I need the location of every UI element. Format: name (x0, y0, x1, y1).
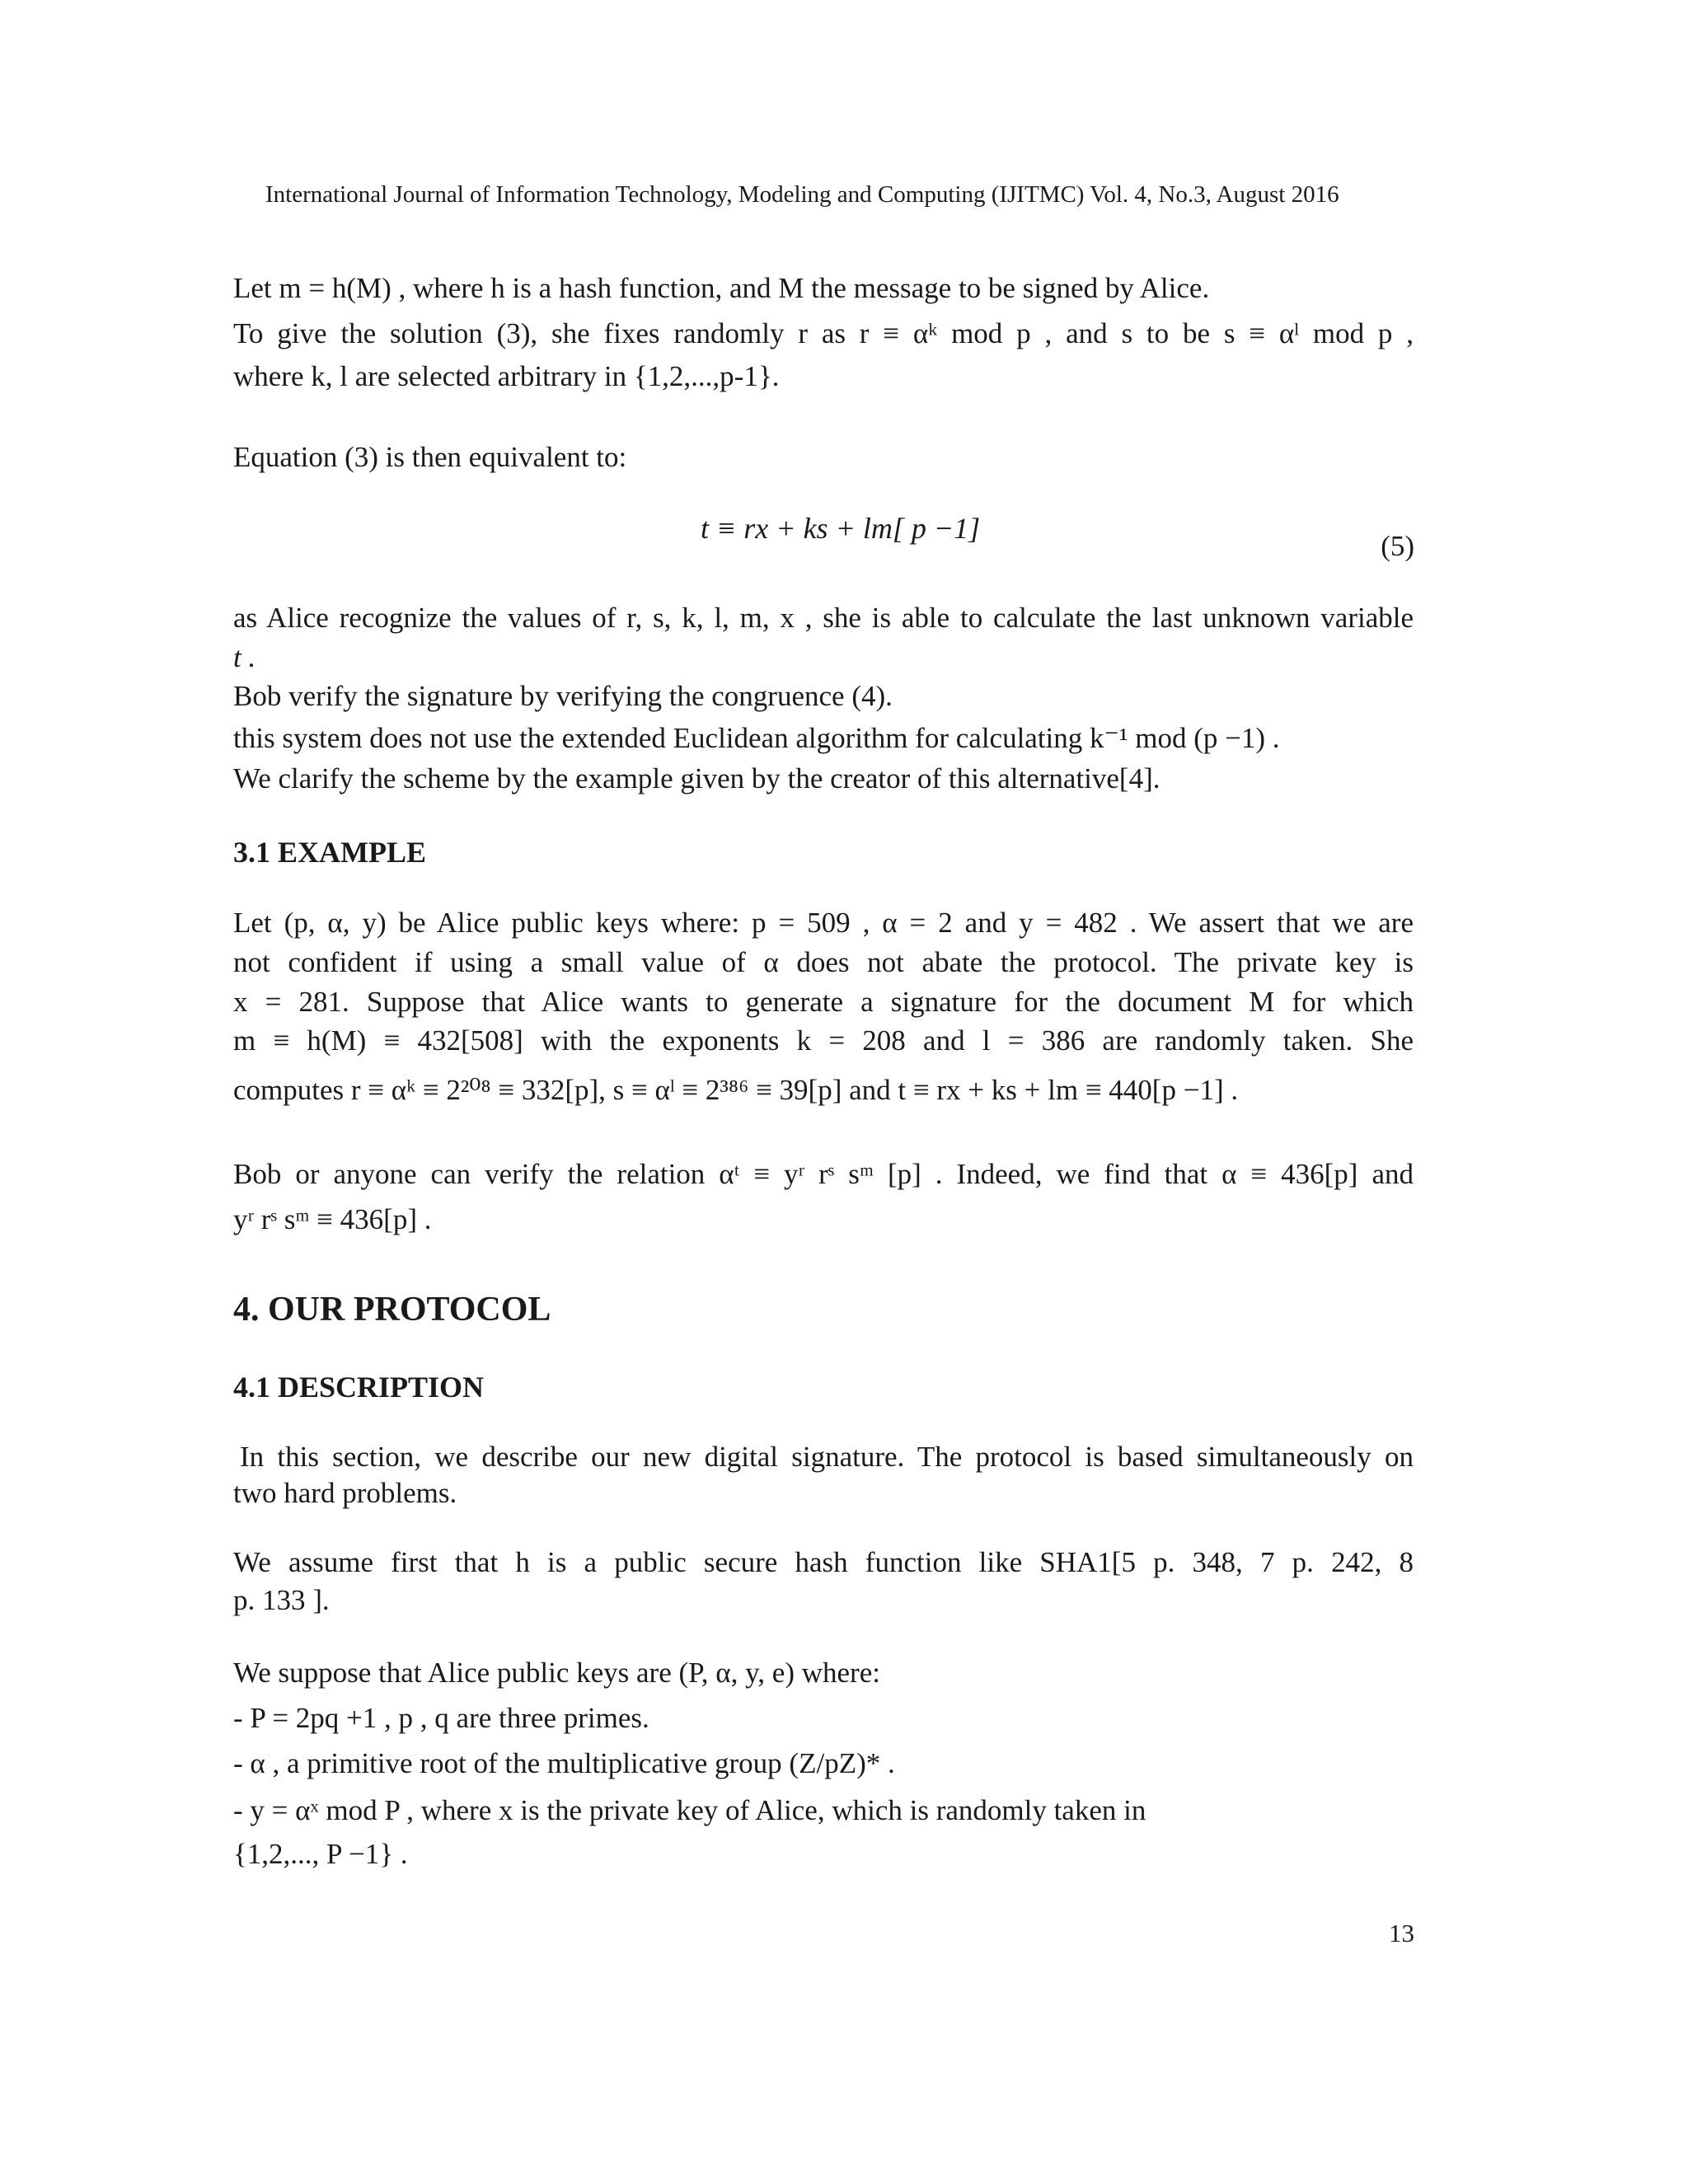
example-line-2: not confident if using a small value of α does not abate the protocol. The private key is (233, 946, 1414, 978)
body-line-9: We clarify the scheme by the example given by the creator of this alternative[4]. (233, 762, 1160, 794)
example-line-3: x = 281. Suppose that Alice wants to generate a signature for the document M for which (233, 986, 1414, 1018)
desc-line-5: We suppose that Alice public keys are (P, α, y, e) where: (233, 1657, 880, 1689)
body-line-5: as Alice recognize the values of r, s, k, l, m, x , she is able to calculate the last unknown variable (233, 602, 1414, 634)
body-line-4: Equation (3) is then equivalent to: (233, 441, 627, 473)
example-line-5: computes r ≡ αᵏ ≡ 2²⁰⁸ ≡ 332[p], s ≡ αˡ ≡ 2³⁸⁶ ≡ 39[p] and t ≡ rx + ks + lm ≡ 440[p −1] . (233, 1074, 1239, 1106)
example-line-4: m ≡ h(M) ≡ 432[508] with the exponents k = 208 and l = 386 are randomly taken. She (233, 1024, 1414, 1057)
desc-line-4: p. 133 ]. (233, 1584, 330, 1616)
body-line-7: Bob verify the signature by verifying the congruence (4). (233, 680, 893, 712)
bullet-4: {1,2,..., P −1} . (233, 1838, 408, 1870)
desc-line-1: In this section, we describe our new digital signature. The protocol is based simultaneously on (240, 1441, 1414, 1473)
section-4-heading: 4. OUR PROTOCOL (233, 1291, 551, 1329)
section-4-1-heading: 4.1 DESCRIPTION (233, 1371, 485, 1404)
bullet-3: - y = αˣ mod P , where x is the private key of Alice, which is randomly taken in (233, 1794, 1146, 1826)
body-line-1: Let m = h(M) , where h is a hash function, and M the message to be signed by Alice. (233, 272, 1210, 304)
section-3-1-heading: 3.1 EXAMPLE (233, 836, 426, 869)
example-line-7: yʳ rˢ sᵐ ≡ 436[p] . (233, 1203, 432, 1235)
desc-line-2: two hard problems. (233, 1477, 457, 1509)
body-line-8: this system does not use the extended Euclidean algorithm for calculating k⁻¹ mod (p −1) . (233, 722, 1280, 754)
equation-5-number: (5) (1381, 530, 1414, 562)
body-line-2: To give the solution (3), she fixes randomly r as r ≡ αᵏ mod p , and s to be s ≡ αˡ mod p , (233, 317, 1414, 349)
body-line-6: t . (233, 641, 256, 673)
body-line-3: where k, l are selected arbitrary in {1,2,...,p-1}. (233, 360, 780, 392)
desc-line-3: We assume first that h is a public secure hash function like SHA1[5 p. 348, 7 p. 242, 8 (233, 1546, 1414, 1578)
example-line-6: Bob or anyone can verify the relation αᵗ ≡ yʳ rˢ sᵐ [p] . Indeed, we find that α ≡ 436[p] and (233, 1158, 1414, 1190)
page-number: 13 (1389, 1919, 1414, 1947)
equation-5: t ≡ rx + ks + lm[ p −1] (701, 512, 981, 545)
bullet-1: - P = 2pq +1 , p , q are three primes. (233, 1702, 649, 1734)
running-header: International Journal of Information Technology, Modeling and Computing (IJITMC) Vol. 4, No.3, August 2016 (265, 181, 1339, 208)
example-line-1: Let (p, α, y) be Alice public keys where: p = 509 , α = 2 and y = 482 . We assert that we are (233, 907, 1414, 939)
bullet-2: - α , a primitive root of the multiplicative group (Z/pZ)* . (233, 1747, 895, 1779)
